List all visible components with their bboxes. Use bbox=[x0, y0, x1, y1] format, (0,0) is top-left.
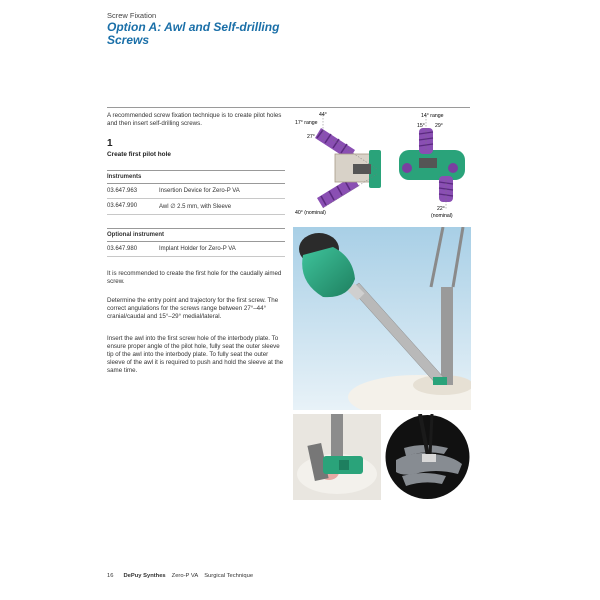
fluoroscopy-image bbox=[384, 414, 471, 500]
screw-head bbox=[448, 163, 458, 173]
document-type: Surgical Technique bbox=[204, 573, 254, 579]
step-title: Create first pilot hole bbox=[107, 151, 171, 158]
instrument-code: 03.647.963 bbox=[107, 188, 138, 194]
top-divider bbox=[107, 107, 470, 108]
angle-label-27: 27° bbox=[307, 134, 315, 140]
implant-holder bbox=[441, 287, 453, 385]
step-number: 1 bbox=[107, 138, 113, 149]
brand-name: DePuy Synthes bbox=[123, 573, 166, 579]
angle-label-15: 15° bbox=[417, 123, 425, 129]
page-number: 16 bbox=[107, 573, 114, 579]
awl-insertion-photo bbox=[293, 227, 471, 410]
plate-label-7 bbox=[353, 164, 371, 174]
page-title bbox=[107, 21, 279, 47]
angle-label-22: 22° bbox=[437, 206, 445, 212]
angle-label-40-nominal: 40° (nominal) bbox=[295, 210, 326, 216]
table-row bbox=[107, 242, 285, 257]
awl-tip-plate bbox=[433, 377, 447, 385]
paragraph-insert-awl: Insert the awl into the first screw hole of the interbody plate. To ensure proper angle of the pilot hole, fully seat the outer sleeve tip of the awl into the interbody plate. To fully seat the outer sleeve of the awl it is required to push and hold the sleeve at the same time. bbox=[107, 335, 284, 374]
table-row bbox=[107, 184, 285, 199]
plate-xray bbox=[422, 454, 436, 462]
instrument-name: Implant Holder for Zero-P VA bbox=[159, 246, 236, 252]
angle-label-29: 29° bbox=[435, 123, 443, 129]
section-label: Screw Fixation bbox=[107, 11, 157, 20]
product-name: Zero-P VA bbox=[171, 573, 199, 579]
angle-label-17-range: 17° range bbox=[295, 120, 318, 126]
page-title-line1: Option A: Awl and Self-drilling bbox=[107, 20, 280, 34]
screw-head bbox=[402, 163, 412, 173]
instrument-name: Awl ∅ 2.5 mm, with Sleeve bbox=[159, 204, 232, 210]
intro-text: A recommended screw fixation technique is to create pilot holes and then insert self-drilling screws. bbox=[107, 112, 282, 127]
paragraph-first-hole: It is recommended to create the first hole for the caudally aimed screw. bbox=[107, 270, 282, 285]
sleeve-seating-photo bbox=[293, 414, 381, 500]
plate-label-7-top bbox=[419, 158, 437, 168]
instrument-code: 03.647.990 bbox=[107, 203, 138, 209]
angle-label-14-range: 14° range bbox=[421, 113, 444, 119]
paragraph-trajectory: Determine the entry point and trajectory for the first screw. The correct angulations for the screws range between 27°–44° cranial/caudal and 15°–29° medial/lateral. bbox=[107, 297, 279, 320]
optional-instrument-table bbox=[107, 228, 285, 257]
angle-label-44: 44° bbox=[319, 112, 327, 118]
table-row bbox=[107, 199, 285, 215]
angle-label-nominal: (nominal) bbox=[431, 213, 453, 219]
instrument-code: 03.647.980 bbox=[107, 246, 138, 252]
implant-angle-diagram bbox=[293, 110, 473, 220]
instruments-heading: Instruments bbox=[107, 170, 285, 184]
page-title-line2: Screws bbox=[107, 33, 150, 47]
instrument-name: Insertion Device for Zero-P VA bbox=[159, 188, 240, 194]
optional-heading: Optional instrument bbox=[107, 228, 285, 242]
page-footer bbox=[107, 573, 253, 579]
instruments-table bbox=[107, 170, 285, 215]
